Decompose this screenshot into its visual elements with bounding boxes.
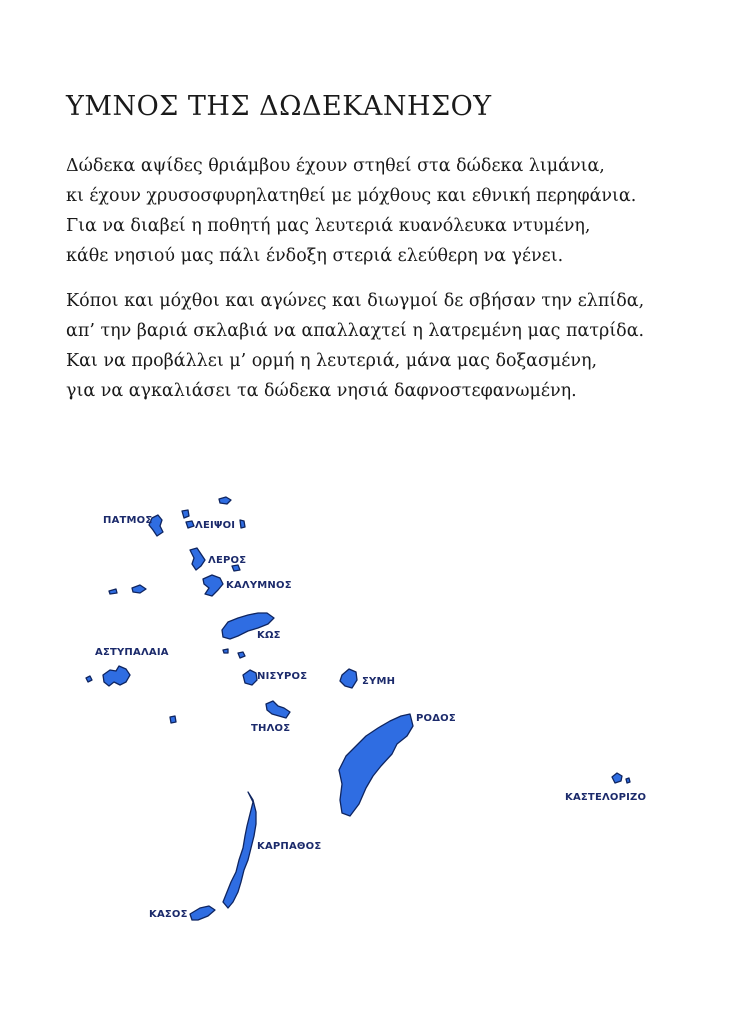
island-leros <box>190 548 205 570</box>
verse-line: κάθε νησιού μας πάλι ένδοξη στεριά ελεύθερη να γένει. <box>66 246 564 266</box>
verse-line: Και να προβάλλει μ’ ορμή η λευτεριά, μάνα μας δοξασμένη, <box>66 351 598 371</box>
label-symi: ΣΥΜΗ <box>362 676 396 687</box>
island-arkoi <box>219 497 231 504</box>
island-levitha <box>132 585 146 593</box>
island-kalymnos <box>203 575 223 596</box>
label-astypalaia: ΑΣΤΥΠΑΛΑΙΑ <box>95 647 169 658</box>
label-kos: ΚΩΣ <box>257 630 281 641</box>
label-tilos: ΤΗΛΟΣ <box>251 723 291 734</box>
island-astypalaia <box>103 666 130 686</box>
island-kinaros <box>109 589 117 594</box>
island-symi <box>340 669 357 688</box>
verse-line: Δώδεκα αψίδες θριάμβου έχουν στηθεί στα δώδεκα λιμάνια, <box>66 156 605 176</box>
island-kastelorizo <box>612 773 622 783</box>
label-kasos: ΚΑΣΟΣ <box>149 909 188 920</box>
label-rodos: ΡΟΔΟΣ <box>416 713 456 724</box>
island-rodos <box>339 714 413 816</box>
island-nisyros <box>243 670 257 685</box>
island-leipsoi <box>182 510 189 518</box>
map-graphic <box>0 470 750 940</box>
island-giali <box>238 652 245 658</box>
poem-title: ΥΜΝΟΣ ΤΗΣ ΔΩΔΕΚΑΝΗΣΟΥ <box>66 91 492 122</box>
island-karpathos <box>223 792 256 908</box>
verse-line: για να αγκαλιάσει τα δώδεκα νησιά δαφνοστεφανωμένη. <box>66 381 577 401</box>
label-kastelorizo: ΚΑΣΤΕΛΟΡΙΖΟ <box>565 792 647 803</box>
verse-line: κι έχουν χρυσοσφυρηλατηθεί με μόχθους και εθνική περηφάνια. <box>66 186 637 206</box>
island-leipsoi-2 <box>186 521 194 528</box>
label-leros: ΛΕΡΟΣ <box>208 555 247 566</box>
dodecanese-map <box>0 470 750 940</box>
verse-line: απ’ την βαριά σκλαβιά να απαλλαχτεί η λατρεμένη μας πατρίδα. <box>66 321 645 341</box>
island-agathonisi <box>240 520 245 528</box>
verse-line: Κόποι και μόχθοι και αγώνες και διωγμοί δε σβήσαν την ελπίδα, <box>66 291 645 311</box>
island-astypalaia-islet <box>86 676 92 682</box>
label-leipsoi: ΛΕΙΨΟΙ <box>195 520 236 531</box>
stanza-1 <box>66 151 636 271</box>
label-patmos: ΠΑΤΜΟΣ <box>103 515 153 526</box>
verse-line: Για να διαβεί η ποθητή μας λευτεριά κυανόλευκα ντυμένη, <box>66 216 591 236</box>
island-tilos <box>266 701 290 718</box>
label-kalymnos: ΚΑΛΥΜΝΟΣ <box>226 580 292 591</box>
island-pergousa <box>223 649 228 653</box>
island-syrna <box>170 716 176 723</box>
island-kastelorizo-islet <box>626 778 630 783</box>
label-nisyros: ΝΙΣΥΡΟΣ <box>257 671 308 682</box>
label-karpathos: ΚΑΡΠΑΘΟΣ <box>257 841 322 852</box>
stanza-2 <box>66 286 644 406</box>
island-kasos <box>190 906 215 920</box>
